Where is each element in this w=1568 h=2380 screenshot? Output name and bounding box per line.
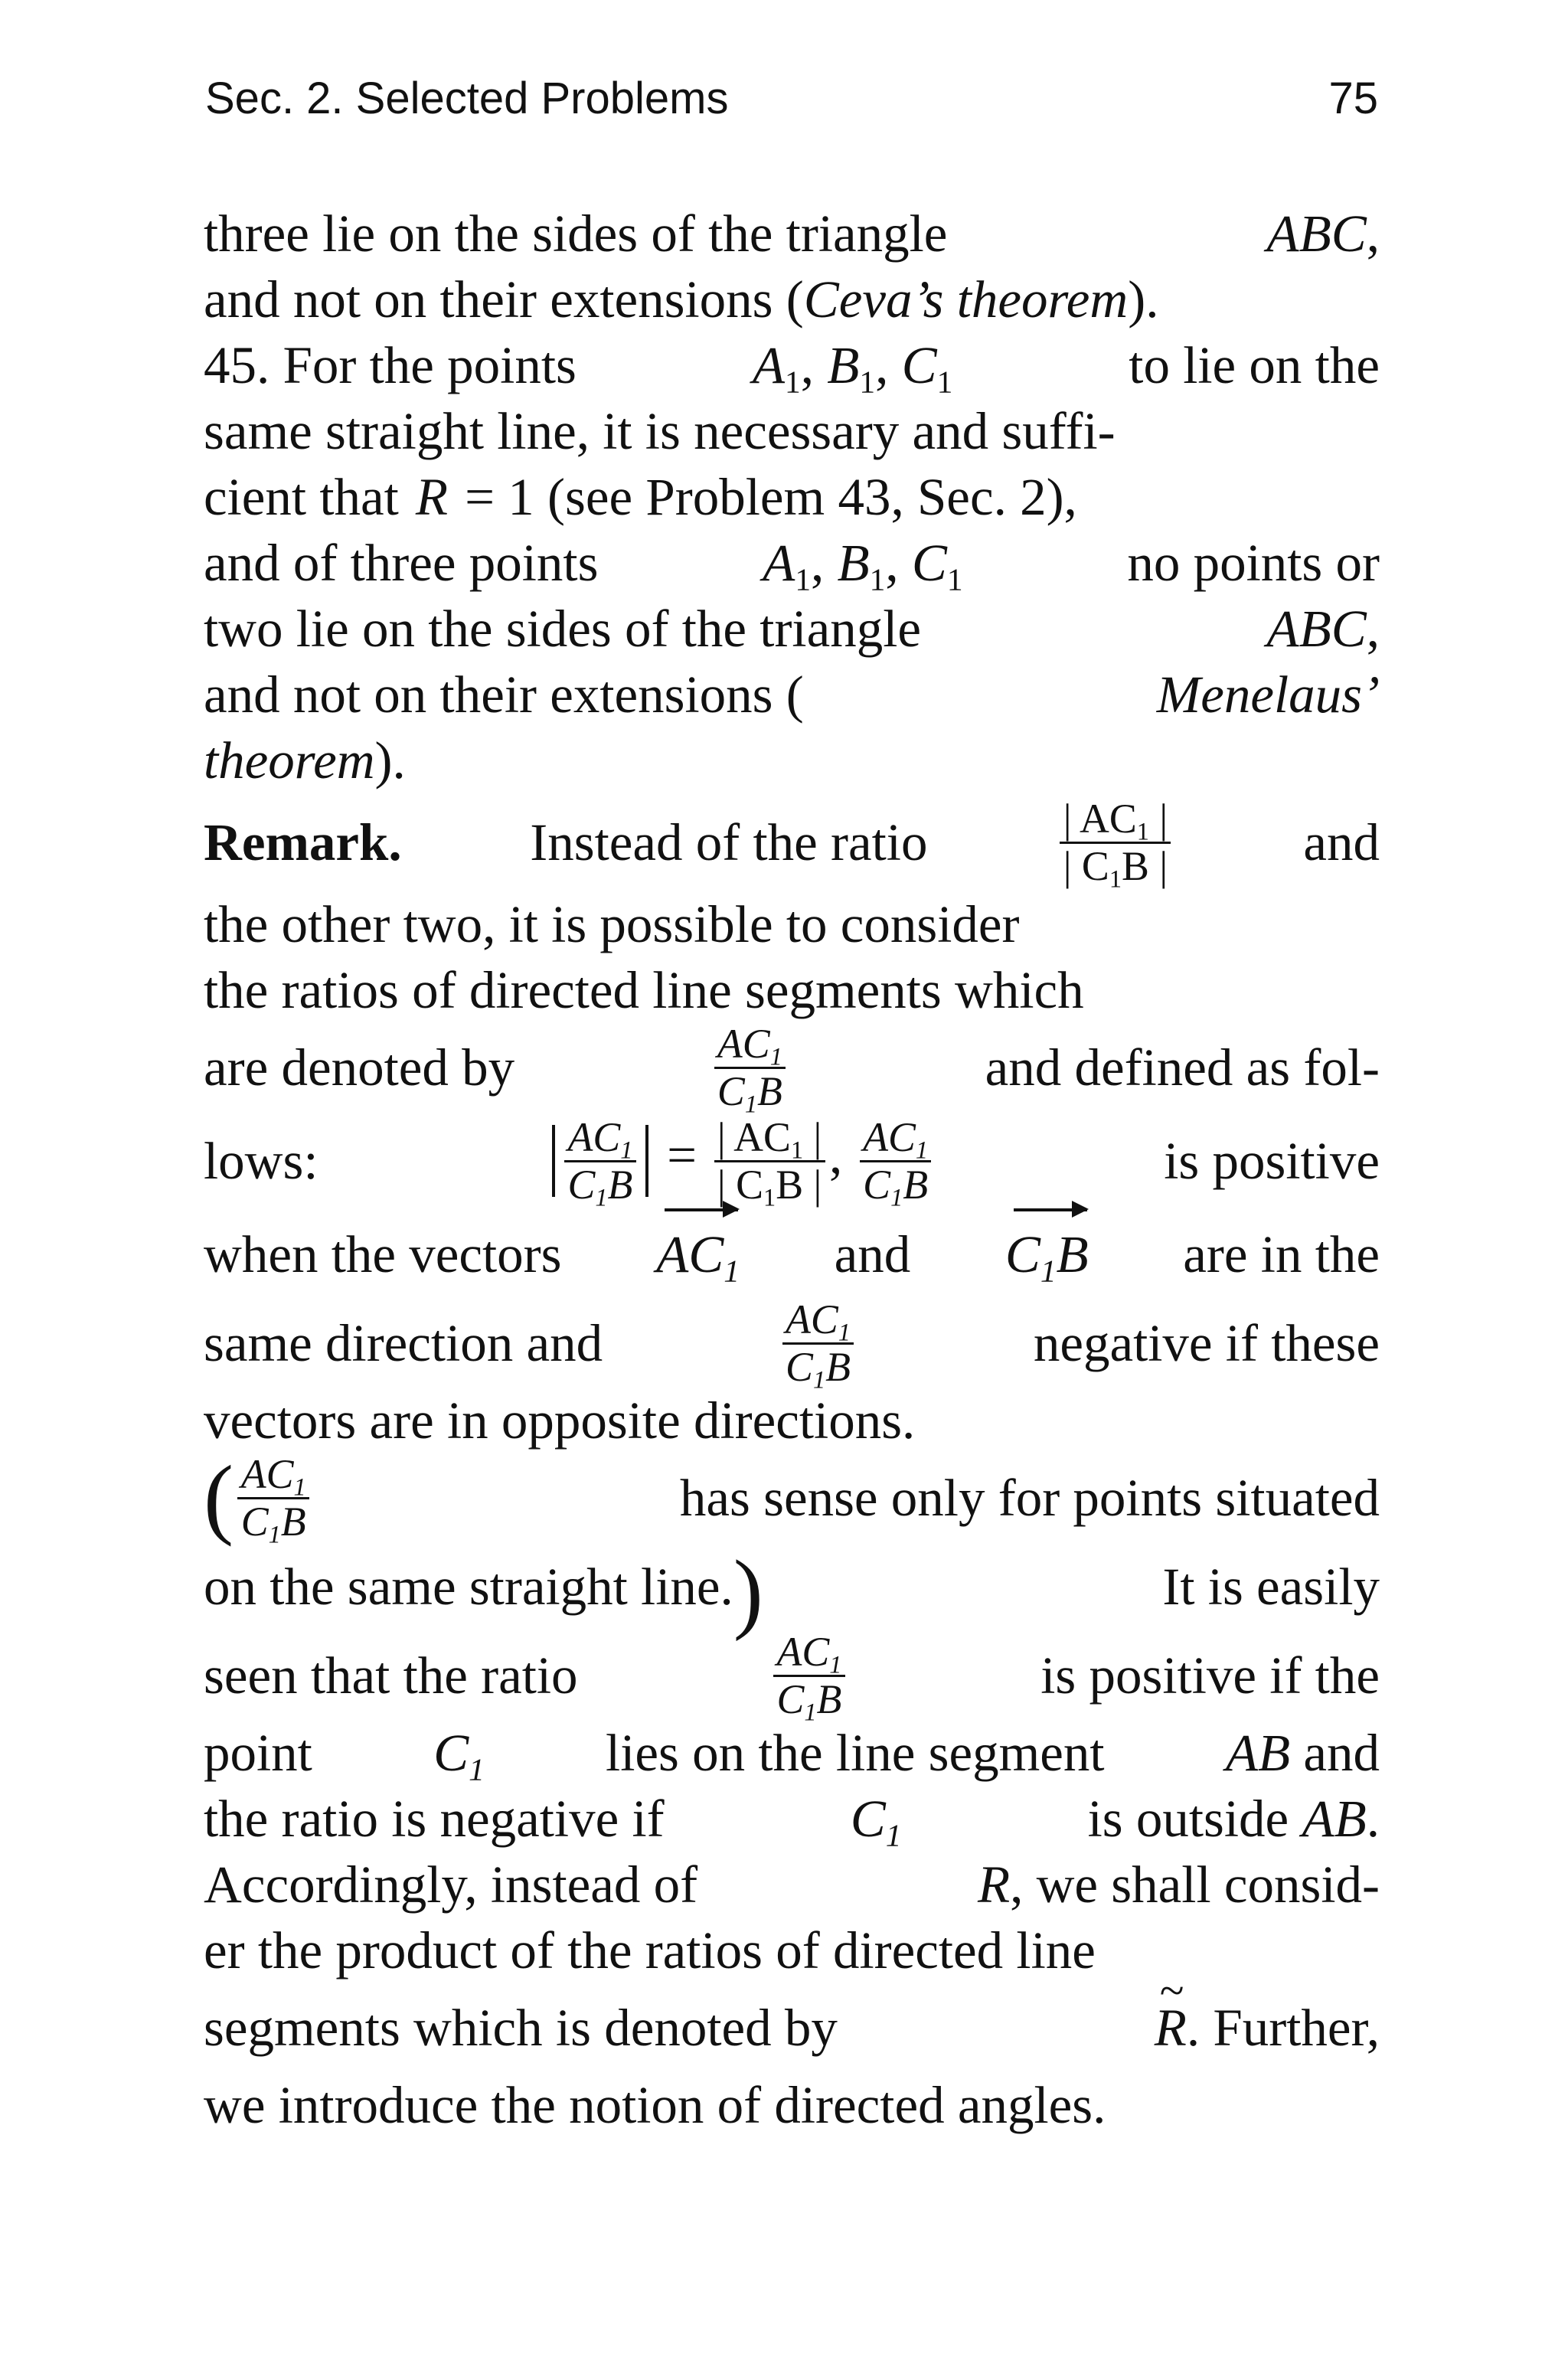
text-line: er the product of the ratios of directed line — [204, 1921, 1096, 1980]
fraction: $\frac{AC_1}{C_1B}$ — [773, 1630, 845, 1721]
vector-C1B: $C_1B$ — [1004, 1224, 1089, 1288]
text-line: we introduce the notion of directed angles. — [204, 2075, 1106, 2134]
text-line: are denoted by $\frac{AC_1}{C_1B}$ and defined as fol- — [204, 1021, 1380, 1118]
text-line: two lie on the sides of the triangle ABC, — [204, 599, 1380, 658]
text-line: Accordingly, instead of R, we shall consid- — [204, 1855, 1380, 1914]
fraction: $\frac{AC_1}{C_1B}$ — [714, 1022, 786, 1113]
text-line: the other two, it is possible to consider — [204, 894, 1020, 953]
text-body — [204, 201, 1380, 2138]
text-line: cient that R = 1 (see Problem 43, Sec. 2), — [204, 467, 1077, 526]
fraction: $\frac{| AC_1 |}{| C_1B |}$ — [1060, 796, 1171, 888]
R-tilde: R ~ — [1155, 1998, 1187, 2058]
text-line: lows: $\frac{AC_1}{C_1B}$ = $\frac{| AC_1 |}{| C_1B |}$ , $\frac{AC_1}{C_1B}$ is positive — [204, 1114, 1380, 1211]
text-line: seen that the ratio $\frac{AC_1}{C_1B}$ is positive if the — [204, 1629, 1380, 1726]
text-line: same straight line, it is necessary and suffi- — [204, 401, 1116, 460]
text-line: same direction and $\frac{AC_1}{C_1B}$ negative if these — [204, 1296, 1380, 1394]
text-line: vectors are in opposite directions. — [204, 1391, 916, 1450]
text-line: 45. For the points $A_1$, $B_1$, $C_1$ to lie on the — [204, 335, 1380, 399]
text-line: segments which is denoted by R ~. Further, — [204, 1983, 1380, 2072]
text-line: when the vectors $AC_1$ and $C_1B$ are in the — [204, 1224, 1380, 1288]
text-line: the ratios of directed line segments which — [204, 960, 1084, 1019]
text-line: and of three points $A_1$, $B_1$, $C_1$ no points or — [204, 533, 1380, 597]
text-line: theorem). — [204, 731, 406, 790]
text-line: ( $\frac{AC_1}{C_1B}$ has sense only for points situated — [204, 1447, 1380, 1548]
section-title: Sec. 2. Selected Problems — [205, 74, 729, 123]
text-line: point $C_1$ lies on the line segment AB and — [204, 1723, 1380, 1787]
text-line: on the same straight line.) It is easily — [204, 1541, 1380, 1642]
text-line: and not on their extensions (Ceva’s theorem). — [204, 270, 1159, 329]
fraction: $\frac{AC_1}{C_1B}$ — [782, 1297, 854, 1388]
equation: $\frac{AC_1}{C_1B}$ = $\frac{| AC_1 |}{| C_1B |}$ , $\frac{AC_1}{C_1B}$ — [547, 1115, 936, 1206]
text-line: the ratio is negative if $C_1$ is outside AB. — [204, 1789, 1380, 1852]
running-header — [205, 73, 1378, 124]
page-number: 75 — [1328, 74, 1378, 123]
remark-label: Remark. — [204, 812, 402, 871]
text-line: Remark. Instead of the ratio $\frac{| AC_1 |}{| C_1B |}$ and — [204, 796, 1380, 893]
text-line: three lie on the sides of the triangle ABC, — [204, 204, 1380, 263]
text-line: and not on their extensions ( Menelaus’ — [204, 665, 1380, 724]
vector-AC1: $AC_1$ — [656, 1224, 740, 1288]
